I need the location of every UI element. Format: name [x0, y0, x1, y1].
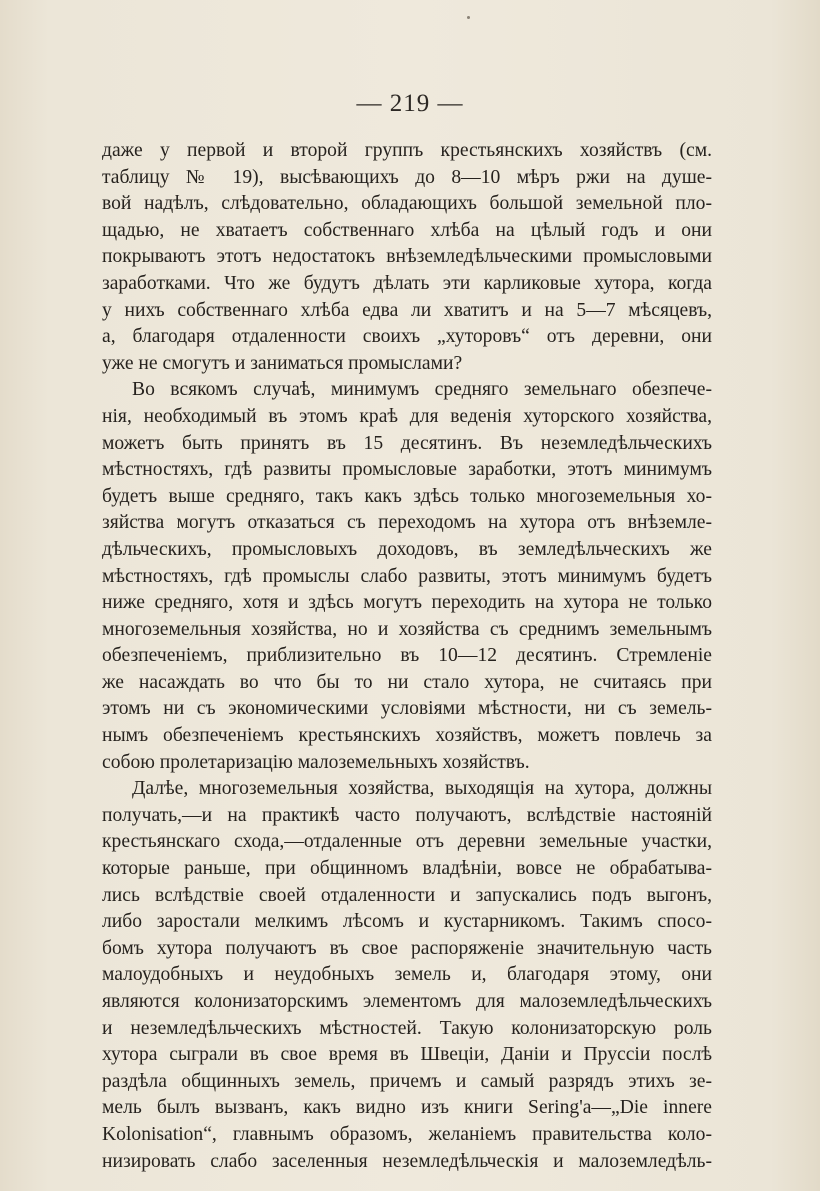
paragraph	[102, 776, 712, 1175]
text-line: Во всякомъ случаѣ, минимумъ средняго земельнаго обезпече-	[132, 379, 712, 401]
text-line: а, благодаря отдаленности своихъ „хуторовъ“ отъ деревни, они	[102, 326, 712, 348]
text-line: уже не смогутъ и заниматься промыслами?	[102, 352, 463, 374]
text-line: и неземледѣльческихъ мѣстностей. Такую колонизаторскую роль	[102, 1017, 712, 1039]
text-line: многоземельныя хозяйства, но и хозяйства съ среднимъ земельнымъ	[102, 618, 712, 640]
text-line: будетъ выше средняго, такъ какъ здѣсь только многоземельныя хо-	[102, 485, 712, 507]
text-line: лись вслѣдствіе своей отдаленности и запускались подъ выгонъ,	[102, 884, 712, 906]
text-line: которые раньше, при общинномъ владѣніи, вовсе не обрабатыва-	[102, 858, 712, 880]
page-speck	[467, 16, 470, 19]
text-line: низировать слабо заселенныя неземледѣльческія и малоземледѣль-	[102, 1150, 712, 1172]
text-line: зяйства могутъ отказаться съ переходомъ на хутора отъ внѣземле-	[102, 512, 712, 534]
text-line: Kolonisation“, главнымъ образомъ, желаніемъ правительства коло-	[102, 1123, 712, 1145]
text-line: заработками. Что же будутъ дѣлать эти карликовые хутора, когда	[102, 272, 712, 294]
text-line: мѣстностяхъ, гдѣ развиты промысловые заработки, этотъ минимумъ	[102, 459, 712, 481]
text-line: нымъ обезпеченіемъ крестьянскихъ хозяйствъ, можетъ повлечь за	[102, 725, 712, 747]
text-line: получать,—и на практикѣ часто получаютъ, вслѣдствіе настояній	[102, 804, 712, 826]
text-line: можетъ быть принятъ въ 15 десятинъ. Въ неземледѣльческихъ	[102, 432, 712, 454]
text-line: собою пролетаризацію малоземельныхъ хозяйствъ.	[102, 751, 530, 773]
text-line: бомъ хутора получаютъ въ свое распоряженіе значительную часть	[102, 937, 712, 959]
text-line: покрываютъ этотъ недостатокъ внѣземледѣльческими промысловыми	[102, 246, 712, 268]
text-line: дѣльческихъ, промысловыхъ доходовъ, въ земледѣльческихъ же	[102, 538, 712, 560]
text-line: ниже средняго, хотя и здѣсь могутъ переходить на хутора не только	[102, 592, 712, 614]
text-line: крестьянскаго схода,—отдаленные отъ деревни земельные участки,	[102, 831, 712, 853]
text-line: малоудобныхъ и неудобныхъ земель и, благодаря этому, они	[102, 964, 712, 986]
body-text	[102, 138, 712, 1175]
text-line: обезпеченіемъ, приблизительно въ 10—12 десятинъ. Стремленіе	[102, 645, 712, 667]
text-line: Далѣе, многоземельныя хозяйства, выходящія на хутора, должны	[132, 778, 712, 800]
text-line: хутора сыграли въ свое время въ Швеціи, Даніи и Пруссіи послѣ	[102, 1044, 712, 1066]
text-line: мель былъ вызванъ, какъ видно изъ книги Sering'a—„Die innere	[102, 1097, 712, 1119]
text-line: мѣстностяхъ, гдѣ промыслы слабо развиты, этотъ минимумъ будетъ	[102, 565, 712, 587]
paragraph	[102, 138, 712, 377]
text-line: даже у первой и второй группъ крестьянскихъ хозяйствъ (см.	[102, 140, 712, 161]
text-line: нія, необходимый въ этомъ краѣ для веденія хуторского хозяйства,	[102, 405, 712, 427]
page-number: — 219 —	[356, 90, 464, 117]
text-line: либо заростали мелкимъ лѣсомъ и кустарникомъ. Такимъ спосо-	[102, 911, 712, 933]
text-line: у нихъ собственнаго хлѣба едва ли хватитъ и на 5—7 мѣсяцевъ,	[102, 299, 712, 321]
text-line: же насаждать во что бы то ни стало хутора, не считаясь при	[102, 671, 712, 693]
text-line: щадью, не хватаетъ собственнаго хлѣба на цѣлый годъ и они	[102, 219, 712, 241]
text-line: являются колонизаторскимъ элементомъ для малоземледѣльческихъ	[102, 991, 712, 1012]
text-line: этомъ ни съ экономическими условіями мѣстности, ни съ земель-	[102, 698, 712, 720]
text-line: таблицу № 19), высѣвающихъ до 8—10 мѣръ ржи на душе-	[102, 166, 712, 188]
paragraph	[102, 377, 712, 776]
text-line: раздѣла общинныхъ земель, причемъ и самый разрядъ этихъ зе-	[102, 1070, 712, 1092]
text-line: вой надѣлъ, слѣдовательно, обладающихъ большой земельной пло-	[102, 193, 712, 215]
